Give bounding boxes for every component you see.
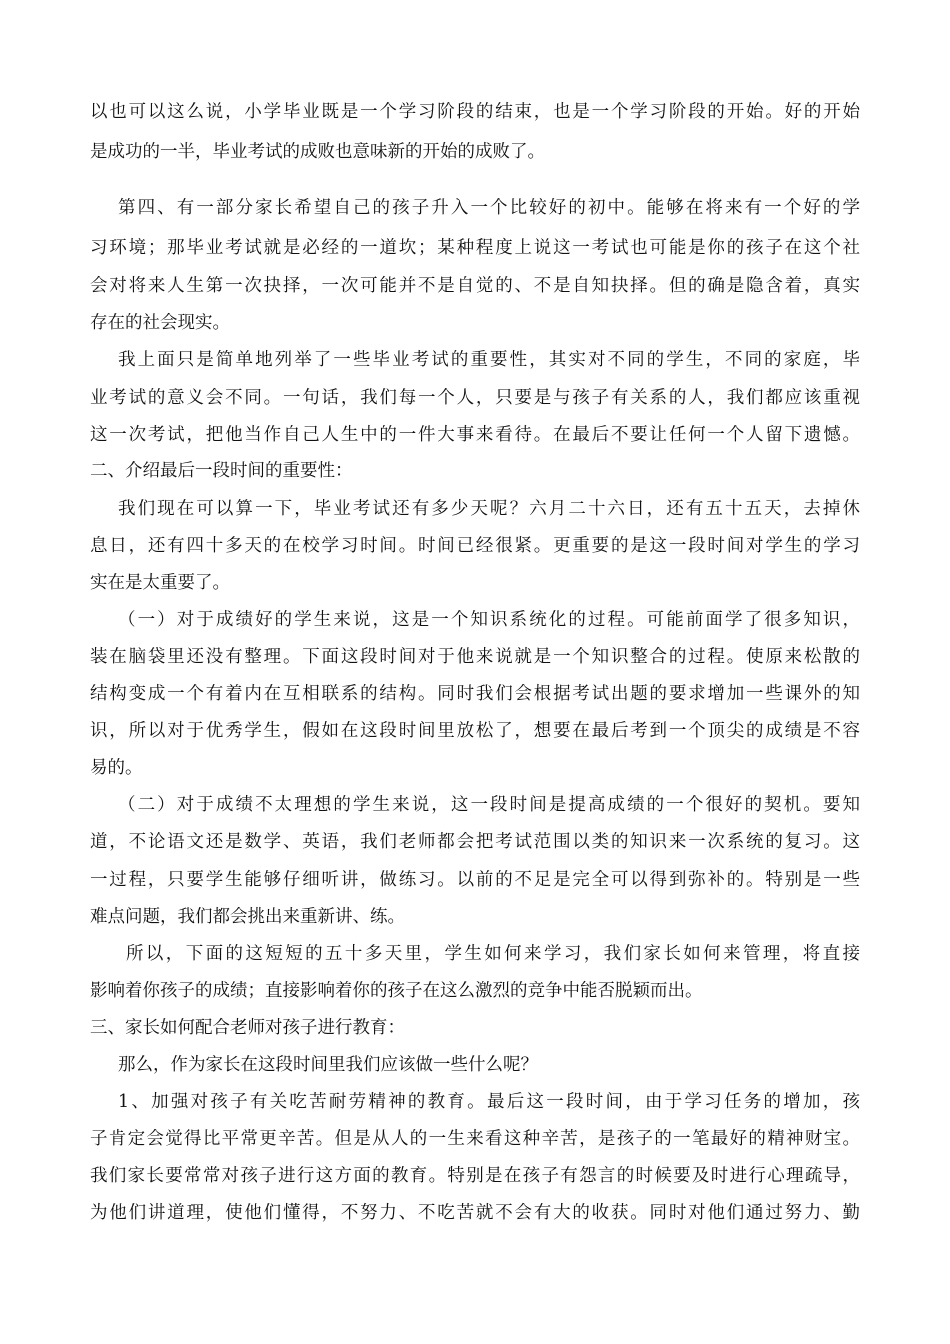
- text-line: 这一次考试，把他当作自己人生中的一件大事来看待。在最后不要让任何一个人留下遗憾。: [90, 425, 860, 445]
- text-line: 道，不论语文还是数学、英语，我们老师都会把考试范围以类的知识来一次系统的复习。这: [90, 832, 860, 852]
- text-line: 结构变成一个有着内在互相联系的结构。同时我们会根据考试出题的要求增加一些课外的知: [90, 684, 860, 704]
- text-line: 实在是太重要了。: [90, 573, 230, 593]
- text-line: 识，所以对于优秀学生，假如在这段时间里放松了，想要在最后考到一个顶尖的成绩是不容: [90, 721, 860, 741]
- text-line: 所以，下面的这短短的五十多天里，学生如何来学习，我们家长如何来管理，将直接: [126, 944, 860, 964]
- text-line: 影响着你孩子的成绩；直接影响着你的孩子在这么激烈的竞争中能否脱颖而出。: [90, 981, 703, 1001]
- text-line: 以也可以这么说，小学毕业既是一个学习阶段的结束，也是一个学习阶段的开始。好的开始: [90, 102, 860, 122]
- text-line: 习环境；那毕业考试就是必经的一道坎；某种程度上说这一考试也可能是你的孩子在这个社: [90, 238, 860, 258]
- text-line: （二）对于成绩不太理想的学生来说，这一段时间是提高成绩的一个很好的契机。要知: [118, 795, 860, 815]
- text-line: 我们现在可以算一下，毕业考试还有多少天呢？六月二十六日，还有五十五天，去掉休: [118, 499, 860, 519]
- text-line: 1、加强对孩子有关吃苦耐劳精神的教育。最后这一段时间，由于学习任务的增加，孩: [118, 1092, 860, 1112]
- text-line: 是成功的一半，毕业考试的成败也意味新的开始的成败了。: [90, 142, 545, 162]
- text-line: 易的。: [90, 758, 143, 778]
- text-line: 那么，作为家长在这段时间里我们应该做一些什么呢？: [118, 1055, 538, 1075]
- section-heading: 三、家长如何配合老师对孩子进行教育：: [90, 1018, 405, 1038]
- text-line: 存在的社会现实。: [90, 313, 230, 333]
- text-line: 第四、有一部分家长希望自己的孩子升入一个比较好的初中。能够在将来有一个好的学: [118, 198, 860, 218]
- text-line: 会对将来人生第一次抉择，一次可能并不是自觉的、不是自知抉择。但的确是隐含着，真实: [90, 276, 860, 296]
- text-line: 业考试的意义会不同。一句话，我们每一个人，只要是与孩子有关系的人，我们都应该重视: [90, 388, 860, 408]
- text-line: 为他们讲道理，使他们懂得，不努力、不吃苦就不会有大的收获。同时对他们通过努力、勤: [90, 1203, 860, 1223]
- text-line: 一过程，只要学生能够仔细听讲，做练习。以前的不足是完全可以得到弥补的。特别是一些: [90, 870, 860, 890]
- text-line: （一）对于成绩好的学生来说，这是一个知识系统化的过程。可能前面学了很多知识，: [118, 610, 860, 630]
- text-line: 我们家长要常常对孩子进行这方面的教育。特别是在孩子有怨言的时候要及时进行心理疏导，: [90, 1166, 860, 1186]
- text-line: 我上面只是简单地列举了一些毕业考试的重要性，其实对不同的学生，不同的家庭，毕: [118, 350, 860, 370]
- text-line: 装在脑袋里还没有整理。下面这段时间对于他来说就是一个知识整合的过程。使原来松散的: [90, 647, 860, 667]
- text-line: 息日，还有四十多天的在校学习时间。时间已经很紧。更重要的是这一段时间对学生的学习: [90, 536, 860, 556]
- text-line: 子肯定会觉得比平常更辛苦。但是从人的一生来看这种辛苦，是孩子的一笔最好的精神财宝。: [90, 1129, 860, 1149]
- section-heading: 二、介绍最后一段时间的重要性：: [90, 461, 353, 481]
- text-line: 难点问题，我们都会挑出来重新讲、练。: [90, 907, 405, 927]
